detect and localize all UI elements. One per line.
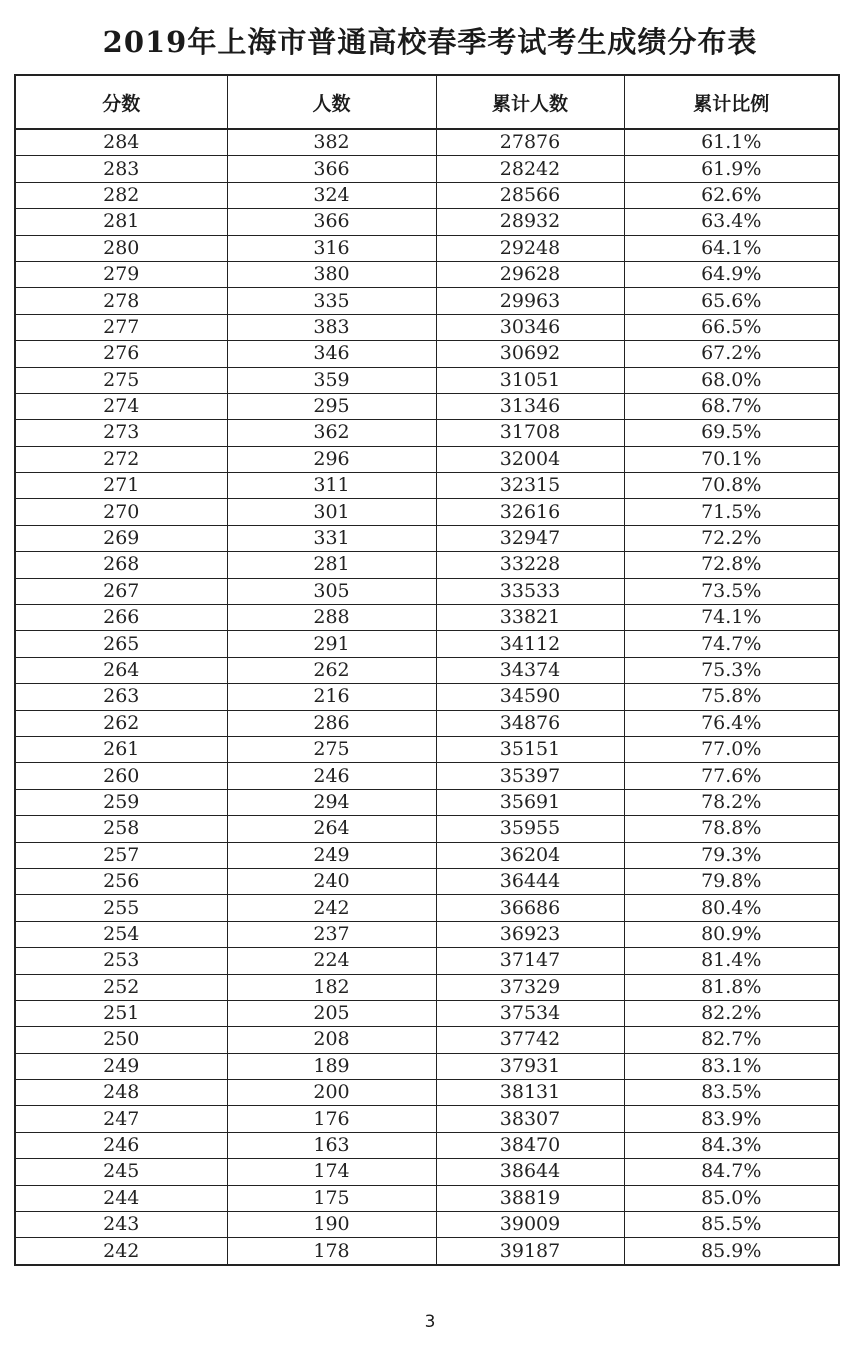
- cell-cumulative-ratio: 85.0%: [624, 1185, 839, 1211]
- cell-count: 249: [227, 842, 436, 868]
- cell-cumulative-count: 37534: [436, 1000, 624, 1026]
- cell-score: 249: [15, 1053, 227, 1079]
- cell-cumulative-ratio: 75.8%: [624, 684, 839, 710]
- table-row: [15, 816, 839, 842]
- cell-cumulative-count: 32616: [436, 499, 624, 525]
- cell-score: 275: [15, 367, 227, 393]
- cell-score: 242: [15, 1238, 227, 1265]
- table-row: [15, 842, 839, 868]
- cell-score: 258: [15, 816, 227, 842]
- cell-count: 262: [227, 657, 436, 683]
- cell-cumulative-ratio: 80.4%: [624, 895, 839, 921]
- cell-cumulative-ratio: 81.8%: [624, 974, 839, 1000]
- cell-score: 251: [15, 1000, 227, 1026]
- cell-cumulative-count: 29628: [436, 261, 624, 287]
- cell-score: 243: [15, 1212, 227, 1238]
- header-count: 人数: [227, 75, 436, 129]
- table-row: [15, 974, 839, 1000]
- cell-cumulative-count: 34876: [436, 710, 624, 736]
- cell-cumulative-count: 34112: [436, 631, 624, 657]
- cell-cumulative-ratio: 71.5%: [624, 499, 839, 525]
- cell-cumulative-ratio: 67.2%: [624, 341, 839, 367]
- cell-count: 240: [227, 868, 436, 894]
- table-row: [15, 1238, 839, 1265]
- table-row: [15, 446, 839, 472]
- cell-cumulative-ratio: 68.7%: [624, 393, 839, 419]
- cell-score: 284: [15, 129, 227, 156]
- cell-count: 178: [227, 1238, 436, 1265]
- cell-cumulative-ratio: 80.9%: [624, 921, 839, 947]
- cell-score: 261: [15, 736, 227, 762]
- table-row: [15, 129, 839, 156]
- table-row: [15, 367, 839, 393]
- cell-cumulative-ratio: 74.1%: [624, 605, 839, 631]
- table-row: [15, 341, 839, 367]
- cell-cumulative-count: 36686: [436, 895, 624, 921]
- cell-score: 279: [15, 261, 227, 287]
- cell-cumulative-count: 28566: [436, 182, 624, 208]
- cell-cumulative-count: 28242: [436, 156, 624, 182]
- cell-cumulative-count: 36204: [436, 842, 624, 868]
- table-row: [15, 473, 839, 499]
- header-score: 分数: [15, 75, 227, 129]
- cell-cumulative-ratio: 68.0%: [624, 367, 839, 393]
- cell-score: 268: [15, 552, 227, 578]
- cell-count: 294: [227, 789, 436, 815]
- cell-score: 276: [15, 341, 227, 367]
- cell-cumulative-ratio: 65.6%: [624, 288, 839, 314]
- cell-count: 346: [227, 341, 436, 367]
- cell-cumulative-ratio: 61.9%: [624, 156, 839, 182]
- table-row: [15, 1080, 839, 1106]
- cell-score: 271: [15, 473, 227, 499]
- table-row: [15, 948, 839, 974]
- cell-count: 200: [227, 1080, 436, 1106]
- table-row: [15, 261, 839, 287]
- table-header: [15, 75, 839, 129]
- cell-cumulative-count: 30346: [436, 314, 624, 340]
- cell-count: 189: [227, 1053, 436, 1079]
- cell-cumulative-ratio: 73.5%: [624, 578, 839, 604]
- cell-count: 301: [227, 499, 436, 525]
- cell-cumulative-count: 38470: [436, 1132, 624, 1158]
- cell-count: 380: [227, 261, 436, 287]
- cell-cumulative-ratio: 85.9%: [624, 1238, 839, 1265]
- cell-cumulative-ratio: 79.3%: [624, 842, 839, 868]
- cell-cumulative-count: 37329: [436, 974, 624, 1000]
- cell-cumulative-ratio: 83.5%: [624, 1080, 839, 1106]
- cell-cumulative-ratio: 72.2%: [624, 525, 839, 551]
- cell-score: 269: [15, 525, 227, 551]
- cell-cumulative-count: 34590: [436, 684, 624, 710]
- cell-cumulative-count: 35397: [436, 763, 624, 789]
- cell-cumulative-count: 36923: [436, 921, 624, 947]
- table-row: [15, 420, 839, 446]
- cell-cumulative-count: 38131: [436, 1080, 624, 1106]
- cell-score: 264: [15, 657, 227, 683]
- table-row: [15, 552, 839, 578]
- table-row: [15, 763, 839, 789]
- cell-cumulative-ratio: 64.1%: [624, 235, 839, 261]
- cell-cumulative-count: 35955: [436, 816, 624, 842]
- page-number: 3: [424, 1312, 436, 1332]
- table-row: [15, 710, 839, 736]
- cell-score: 272: [15, 446, 227, 472]
- cell-score: 281: [15, 209, 227, 235]
- cell-score: 274: [15, 393, 227, 419]
- cell-count: 382: [227, 129, 436, 156]
- cell-count: 359: [227, 367, 436, 393]
- cell-score: 278: [15, 288, 227, 314]
- cell-score: 259: [15, 789, 227, 815]
- cell-score: 247: [15, 1106, 227, 1132]
- cell-score: 260: [15, 763, 227, 789]
- cell-score: 277: [15, 314, 227, 340]
- cell-cumulative-ratio: 75.3%: [624, 657, 839, 683]
- cell-count: 362: [227, 420, 436, 446]
- cell-cumulative-ratio: 70.8%: [624, 473, 839, 499]
- cell-score: 266: [15, 605, 227, 631]
- table-row: [15, 1106, 839, 1132]
- cell-count: 246: [227, 763, 436, 789]
- cell-count: 305: [227, 578, 436, 604]
- cell-cumulative-ratio: 63.4%: [624, 209, 839, 235]
- cell-score: 256: [15, 868, 227, 894]
- cell-cumulative-ratio: 85.5%: [624, 1212, 839, 1238]
- cell-score: 273: [15, 420, 227, 446]
- cell-cumulative-ratio: 62.6%: [624, 182, 839, 208]
- cell-score: 244: [15, 1185, 227, 1211]
- cell-score: 283: [15, 156, 227, 182]
- cell-count: 174: [227, 1159, 436, 1185]
- cell-score: 254: [15, 921, 227, 947]
- table-row: [15, 499, 839, 525]
- table-row: [15, 789, 839, 815]
- table-row: [15, 1027, 839, 1053]
- table-row: [15, 895, 839, 921]
- cell-cumulative-ratio: 64.9%: [624, 261, 839, 287]
- cell-cumulative-count: 38644: [436, 1159, 624, 1185]
- table-row: [15, 921, 839, 947]
- cell-cumulative-count: 33533: [436, 578, 624, 604]
- cell-cumulative-ratio: 61.1%: [624, 129, 839, 156]
- cell-count: 224: [227, 948, 436, 974]
- table-row: [15, 314, 839, 340]
- cell-cumulative-ratio: 79.8%: [624, 868, 839, 894]
- cell-cumulative-count: 37742: [436, 1027, 624, 1053]
- cell-score: 255: [15, 895, 227, 921]
- cell-score: 252: [15, 974, 227, 1000]
- cell-cumulative-ratio: 84.3%: [624, 1132, 839, 1158]
- cell-score: 267: [15, 578, 227, 604]
- cell-count: 208: [227, 1027, 436, 1053]
- cell-cumulative-count: 32004: [436, 446, 624, 472]
- cell-cumulative-count: 28932: [436, 209, 624, 235]
- table-row: [15, 1212, 839, 1238]
- cell-score: 253: [15, 948, 227, 974]
- table-row: [15, 209, 839, 235]
- cell-count: 316: [227, 235, 436, 261]
- cell-cumulative-ratio: 77.6%: [624, 763, 839, 789]
- cell-cumulative-ratio: 72.8%: [624, 552, 839, 578]
- cell-cumulative-count: 29963: [436, 288, 624, 314]
- cell-count: 275: [227, 736, 436, 762]
- cell-cumulative-count: 32947: [436, 525, 624, 551]
- cell-cumulative-count: 38307: [436, 1106, 624, 1132]
- cell-score: 262: [15, 710, 227, 736]
- cell-score: 280: [15, 235, 227, 261]
- table-row: [15, 1185, 839, 1211]
- table-row: [15, 288, 839, 314]
- cell-cumulative-count: 36444: [436, 868, 624, 894]
- cell-cumulative-ratio: 78.8%: [624, 816, 839, 842]
- cell-count: 288: [227, 605, 436, 631]
- header-cumulative-count: 累计人数: [436, 75, 624, 129]
- document-title: 2019年上海市普通高校春季考试考生成绩分布表: [102, 25, 758, 59]
- cell-count: 296: [227, 446, 436, 472]
- cell-cumulative-count: 29248: [436, 235, 624, 261]
- cell-cumulative-ratio: 70.1%: [624, 446, 839, 472]
- cell-count: 175: [227, 1185, 436, 1211]
- score-distribution-table: [14, 74, 840, 1266]
- table-row: [15, 235, 839, 261]
- cell-count: 291: [227, 631, 436, 657]
- cell-count: 190: [227, 1212, 436, 1238]
- cell-count: 163: [227, 1132, 436, 1158]
- cell-count: 242: [227, 895, 436, 921]
- table-row: [15, 684, 839, 710]
- cell-cumulative-count: 35151: [436, 736, 624, 762]
- cell-cumulative-count: 37147: [436, 948, 624, 974]
- table-row: [15, 1053, 839, 1079]
- cell-cumulative-ratio: 74.7%: [624, 631, 839, 657]
- cell-cumulative-ratio: 81.4%: [624, 948, 839, 974]
- table-row: [15, 182, 839, 208]
- cell-cumulative-count: 30692: [436, 341, 624, 367]
- cell-cumulative-ratio: 76.4%: [624, 710, 839, 736]
- cell-count: 335: [227, 288, 436, 314]
- cell-count: 366: [227, 209, 436, 235]
- cell-cumulative-ratio: 66.5%: [624, 314, 839, 340]
- cell-cumulative-ratio: 83.1%: [624, 1053, 839, 1079]
- table-row: [15, 736, 839, 762]
- cell-score: 246: [15, 1132, 227, 1158]
- cell-count: 383: [227, 314, 436, 340]
- cell-score: 270: [15, 499, 227, 525]
- cell-cumulative-ratio: 82.2%: [624, 1000, 839, 1026]
- cell-cumulative-ratio: 84.7%: [624, 1159, 839, 1185]
- table-row: [15, 868, 839, 894]
- cell-score: 245: [15, 1159, 227, 1185]
- cell-cumulative-count: 38819: [436, 1185, 624, 1211]
- table-row: [15, 631, 839, 657]
- cell-cumulative-count: 37931: [436, 1053, 624, 1079]
- cell-count: 331: [227, 525, 436, 551]
- table-row: [15, 657, 839, 683]
- cell-score: 282: [15, 182, 227, 208]
- cell-cumulative-ratio: 77.0%: [624, 736, 839, 762]
- table-row: [15, 578, 839, 604]
- cell-count: 295: [227, 393, 436, 419]
- cell-count: 176: [227, 1106, 436, 1132]
- cell-score: 257: [15, 842, 227, 868]
- table-row: [15, 525, 839, 551]
- cell-score: 265: [15, 631, 227, 657]
- cell-score: 248: [15, 1080, 227, 1106]
- cell-cumulative-ratio: 69.5%: [624, 420, 839, 446]
- cell-count: 237: [227, 921, 436, 947]
- cell-cumulative-count: 31346: [436, 393, 624, 419]
- cell-cumulative-count: 32315: [436, 473, 624, 499]
- cell-count: 286: [227, 710, 436, 736]
- cell-cumulative-count: 39009: [436, 1212, 624, 1238]
- cell-count: 324: [227, 182, 436, 208]
- cell-cumulative-ratio: 78.2%: [624, 789, 839, 815]
- cell-cumulative-count: 33228: [436, 552, 624, 578]
- cell-cumulative-count: 34374: [436, 657, 624, 683]
- table-row: [15, 1132, 839, 1158]
- cell-count: 366: [227, 156, 436, 182]
- cell-count: 205: [227, 1000, 436, 1026]
- header-cumulative-ratio: 累计比例: [624, 75, 839, 129]
- cell-count: 216: [227, 684, 436, 710]
- cell-cumulative-count: 31708: [436, 420, 624, 446]
- table-body: [15, 129, 839, 1265]
- cell-count: 311: [227, 473, 436, 499]
- cell-cumulative-count: 35691: [436, 789, 624, 815]
- cell-count: 281: [227, 552, 436, 578]
- table-row: [15, 156, 839, 182]
- cell-cumulative-ratio: 83.9%: [624, 1106, 839, 1132]
- cell-cumulative-count: 33821: [436, 605, 624, 631]
- cell-count: 264: [227, 816, 436, 842]
- table-row: [15, 1000, 839, 1026]
- table-row: [15, 1159, 839, 1185]
- cell-cumulative-count: 31051: [436, 367, 624, 393]
- cell-cumulative-count: 39187: [436, 1238, 624, 1265]
- cell-count: 182: [227, 974, 436, 1000]
- cell-score: 263: [15, 684, 227, 710]
- cell-score: 250: [15, 1027, 227, 1053]
- table-row: [15, 605, 839, 631]
- table-row: [15, 393, 839, 419]
- cell-cumulative-count: 27876: [436, 129, 624, 156]
- cell-cumulative-ratio: 82.7%: [624, 1027, 839, 1053]
